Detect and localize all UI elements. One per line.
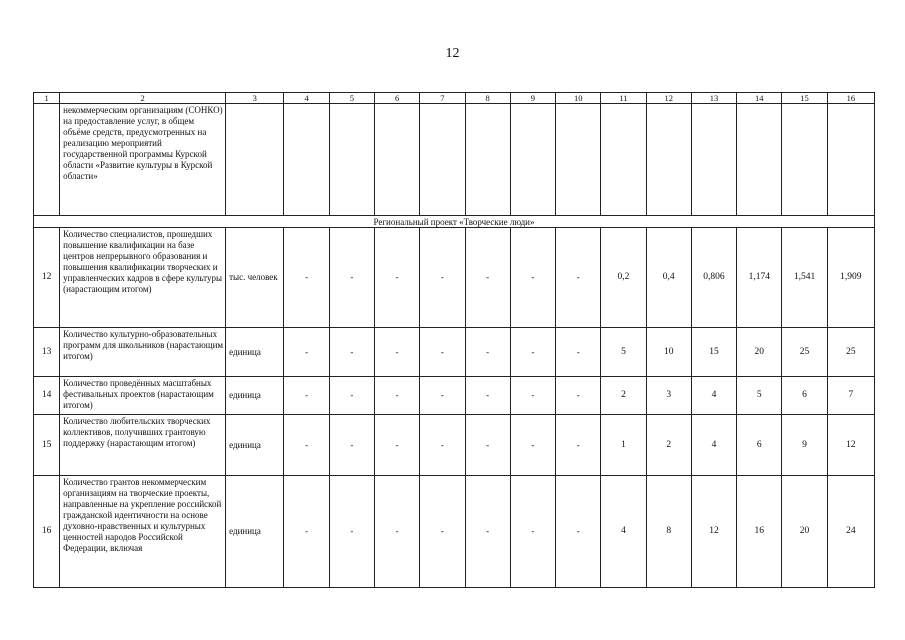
value-cell: 12	[691, 476, 736, 588]
value-cell	[420, 104, 465, 216]
value-cell: 0,4	[646, 228, 691, 328]
section-title: Региональный проект «Творческие люди»	[34, 216, 875, 228]
column-number: 9	[510, 93, 555, 104]
value-cell: -	[329, 377, 374, 415]
value-cell: 4	[691, 415, 736, 476]
value-cell: -	[329, 328, 374, 377]
value-cell: 20	[782, 476, 827, 588]
value-cell: 1,174	[737, 228, 782, 328]
indicator-description: Количество любительских творческих коллективов, получивших грантовую поддержку (нарастающим итогом)	[60, 415, 226, 476]
column-number: 1	[34, 93, 60, 104]
value-cell: -	[375, 377, 420, 415]
value-cell: -	[420, 228, 465, 328]
value-cell	[329, 104, 374, 216]
indicator-description: Количество культурно-образовательных программ для школьников (нарастающим итогом)	[60, 328, 226, 377]
value-cell	[827, 104, 874, 216]
value-cell: 12	[827, 415, 874, 476]
value-cell: 2	[646, 415, 691, 476]
value-cell: 25	[782, 328, 827, 377]
unit-cell: единица	[226, 377, 284, 415]
column-number: 16	[827, 93, 874, 104]
column-number: 4	[284, 93, 329, 104]
value-cell: -	[420, 377, 465, 415]
value-cell: -	[375, 476, 420, 588]
column-number: 3	[226, 93, 284, 104]
value-cell: 2	[601, 377, 646, 415]
column-number: 7	[420, 93, 465, 104]
value-cell: -	[284, 415, 329, 476]
column-number: 15	[782, 93, 827, 104]
value-cell: 6	[737, 415, 782, 476]
value-cell: 1	[601, 415, 646, 476]
row-number: 13	[34, 328, 60, 377]
unit-cell	[226, 104, 284, 216]
value-cell: -	[420, 476, 465, 588]
value-cell: 25	[827, 328, 874, 377]
value-cell: 8	[646, 476, 691, 588]
value-cell: -	[510, 476, 555, 588]
value-cell: -	[284, 476, 329, 588]
unit-cell: единица	[226, 415, 284, 476]
indicators-table	[33, 92, 875, 588]
table-row	[34, 228, 875, 328]
value-cell: 3	[646, 377, 691, 415]
value-cell: 4	[691, 377, 736, 415]
value-cell: 10	[646, 328, 691, 377]
value-cell: -	[284, 228, 329, 328]
value-cell	[556, 104, 601, 216]
value-cell: 20	[737, 328, 782, 377]
value-cell: -	[420, 415, 465, 476]
value-cell: 7	[827, 377, 874, 415]
value-cell: -	[465, 228, 510, 328]
unit-cell: тыс. человек	[226, 228, 284, 328]
value-cell: -	[329, 228, 374, 328]
row-number	[34, 104, 60, 216]
value-cell: -	[329, 476, 374, 588]
value-cell: 0,806	[691, 228, 736, 328]
value-cell: -	[556, 415, 601, 476]
value-cell	[737, 104, 782, 216]
value-cell: -	[556, 377, 601, 415]
value-cell	[782, 104, 827, 216]
value-cell: 9	[782, 415, 827, 476]
value-cell: 6	[782, 377, 827, 415]
value-cell: 4	[601, 476, 646, 588]
value-cell: 5	[737, 377, 782, 415]
column-number: 12	[646, 93, 691, 104]
column-number: 6	[375, 93, 420, 104]
value-cell: -	[329, 415, 374, 476]
table-row	[34, 415, 875, 476]
unit-cell: единица	[226, 476, 284, 588]
value-cell: 1,541	[782, 228, 827, 328]
table-row	[34, 476, 875, 588]
value-cell	[465, 104, 510, 216]
indicator-description: Количество грантов некоммерческим организациям на творческие проекты, направленные на укрепление российской гражданской идентичности на основе духовно-нравственных и культурных ценностей народов Российской Федерации, включая	[60, 476, 226, 588]
column-number: 5	[329, 93, 374, 104]
value-cell: -	[510, 377, 555, 415]
column-number: 2	[60, 93, 226, 104]
value-cell: -	[420, 328, 465, 377]
value-cell: 1,909	[827, 228, 874, 328]
value-cell	[284, 104, 329, 216]
value-cell: 24	[827, 476, 874, 588]
value-cell: -	[284, 328, 329, 377]
column-number: 8	[465, 93, 510, 104]
column-number: 11	[601, 93, 646, 104]
value-cell: -	[510, 328, 555, 377]
value-cell: -	[510, 415, 555, 476]
table-row	[34, 377, 875, 415]
value-cell: -	[556, 228, 601, 328]
continuation-row	[34, 104, 875, 216]
value-cell: 5	[601, 328, 646, 377]
unit-cell: единица	[226, 328, 284, 377]
section-row	[34, 216, 875, 228]
value-cell: -	[510, 228, 555, 328]
value-cell: -	[556, 328, 601, 377]
indicator-description: некоммерческим организациям (СОНКО) на предоставление услуг, в общем объёме средств, предусмотренных на реализацию мероприятий государственной программы Курской области «Развитие культуры в Курской области»	[60, 104, 226, 216]
row-number: 16	[34, 476, 60, 588]
value-cell: 15	[691, 328, 736, 377]
value-cell: -	[375, 228, 420, 328]
row-number: 15	[34, 415, 60, 476]
page-number: 12	[445, 46, 460, 61]
table-row	[34, 328, 875, 377]
column-number: 10	[556, 93, 601, 104]
indicator-description: Количество проведённых масштабных фестивальных проектов (нарастающим итогом)	[60, 377, 226, 415]
indicator-description: Количество специалистов, прошедших повышение квалификации на базе центров непрерывного образования и повышения квалификации творческих и управленческих кадров в сфере культуры (нарастающим итогом)	[60, 228, 226, 328]
row-number: 12	[34, 228, 60, 328]
value-cell: -	[465, 476, 510, 588]
column-number: 13	[691, 93, 736, 104]
value-cell: -	[465, 377, 510, 415]
value-cell	[691, 104, 736, 216]
value-cell: -	[556, 476, 601, 588]
value-cell: -	[375, 328, 420, 377]
value-cell: 0,2	[601, 228, 646, 328]
value-cell	[646, 104, 691, 216]
value-cell: 16	[737, 476, 782, 588]
value-cell	[510, 104, 555, 216]
row-number: 14	[34, 377, 60, 415]
column-number: 14	[737, 93, 782, 104]
value-cell: -	[284, 377, 329, 415]
value-cell: -	[375, 415, 420, 476]
value-cell	[375, 104, 420, 216]
value-cell: -	[465, 328, 510, 377]
value-cell: -	[465, 415, 510, 476]
value-cell	[601, 104, 646, 216]
column-number-row	[34, 93, 875, 104]
